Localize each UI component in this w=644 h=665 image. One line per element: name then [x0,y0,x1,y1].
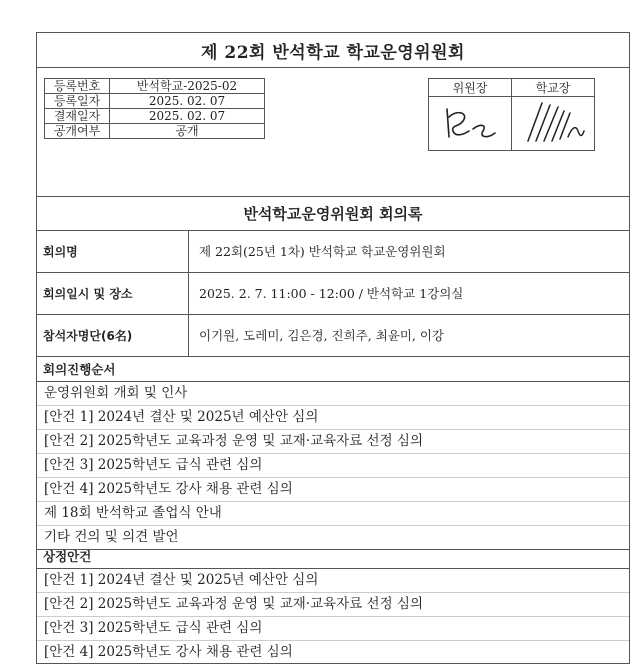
registry-row [45,94,265,109]
meeting-datetime-row [37,272,629,315]
meeting-name-row [37,230,629,273]
order-heading: 회의진행순서 [37,356,629,382]
meeting-datetime-value: 2025. 2. 7. 11:00 - 12:00 / 반석학교 1강의실 [199,286,464,301]
agenda-item: [안건 2] 2025학년도 교육과정 운영 및 교재·교육자료 선정 심의 [37,593,629,617]
order-item: 기타 건의 및 의견 발언 [37,526,629,550]
registry-row [45,124,265,139]
registry-label: 등록일자 [45,94,110,109]
principal-signature-image [512,97,594,147]
agenda-list [37,569,629,664]
registry-label: 결재일자 [45,109,110,124]
registry-label: 등록번호 [45,79,110,94]
meeting-datetime-label: 회의일시 및 장소 [37,272,189,314]
chair-signature [429,97,512,151]
agenda-item: [안건 1] 2024년 결산 및 2025년 예산안 심의 [37,569,629,593]
order-item: [안건 1] 2024년 결산 및 2025년 예산안 심의 [37,406,629,430]
registry-row [45,79,265,94]
meeting-name-label: 회의명 [37,230,189,272]
registry-value: 공개 [110,124,265,139]
minutes-subtitle: 반석학교운영위원회 회의록 [37,196,629,231]
principal-signature [512,97,595,151]
attendees-label: 참석자명단(6名) [37,314,189,356]
approval-table [428,78,595,151]
registry-section [37,67,629,197]
order-item: [안건 4] 2025학년도 강사 채용 관련 심의 [37,478,629,502]
chair-signature-image [429,97,511,147]
meeting-name-value: 제 22회(25년 1차) 반석학교 학교운영위원회 [199,244,446,259]
attendees-value: 이기원, 도레미, 김은경, 진희주, 최윤미, 이강 [199,328,445,343]
order-item: 제 18회 반석학교 졸업식 안내 [37,502,629,526]
agenda-heading: 상정안건 [37,543,629,569]
registry-row [45,109,265,124]
order-item: 운영위원회 개회 및 인사 [37,382,629,406]
order-item: [안건 2] 2025학년도 교육과정 운영 및 교재·교육자료 선정 심의 [37,430,629,454]
attendees-row [37,314,629,357]
order-item: [안건 3] 2025학년도 급식 관련 심의 [37,454,629,478]
registry-table [44,78,265,139]
agenda-item: [안건 3] 2025학년도 급식 관련 심의 [37,617,629,641]
principal-label: 학교장 [512,79,595,97]
chair-label: 위원장 [429,79,512,97]
registry-label: 공개여부 [45,124,110,139]
registry-value: 반석학교-2025-02 [110,79,265,94]
order-list [37,382,629,550]
registry-value: 2025. 02. 07 [110,109,265,124]
registry-value: 2025. 02. 07 [110,94,265,109]
document-title: 제 22회 반석학교 학교운영위원회 [37,33,629,68]
meeting-minutes-document [36,32,630,664]
agenda-item: [안건 4] 2025학년도 강사 채용 관련 심의 [44,644,293,660]
